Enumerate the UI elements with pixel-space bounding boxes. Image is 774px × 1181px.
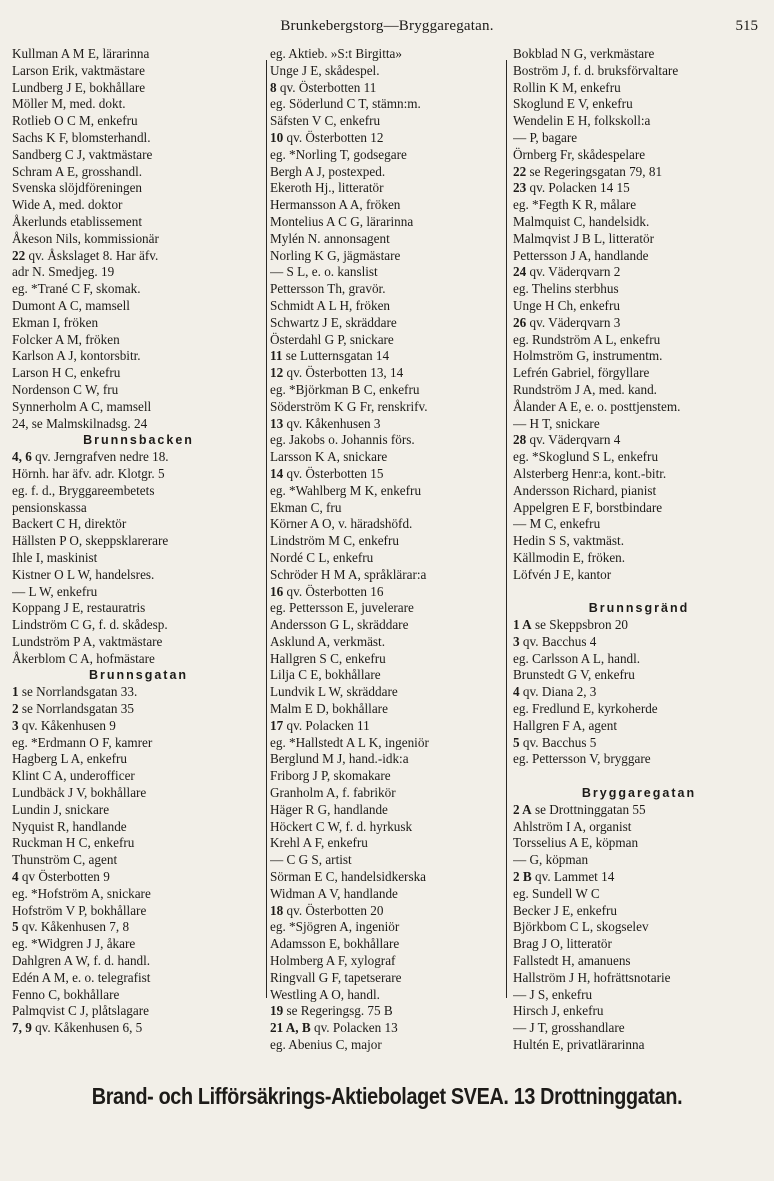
directory-entry: Åkeson Nils, kommissionär xyxy=(12,230,159,246)
directory-entry: — S L, e. o. kanslist xyxy=(270,264,378,280)
directory-entry: Schmidt A L H, fröken xyxy=(270,297,391,313)
directory-entry: Hörnh. har äfv. adr. Klotgr. 5 xyxy=(12,465,165,481)
directory-entry: 22 se Regeringsgatan 79, 81 xyxy=(513,163,663,179)
directory-entry: Boström J, f. d. bruksförvaltare xyxy=(513,62,679,78)
directory-entry: 10 qv. Österbotten 12 xyxy=(270,129,384,145)
directory-entry: Skoglund E V, enkefru xyxy=(513,96,633,112)
page-header xyxy=(12,18,762,40)
directory-entry: eg. Thelins sterbhus xyxy=(513,281,619,297)
directory-entry: eg. *Fegth K R, målare xyxy=(513,197,637,213)
directory-entry: Nordé C L, enkefru xyxy=(270,549,374,565)
directory-entry: Fallstedt H, amanuens xyxy=(513,953,631,969)
directory-entry: Synnerholm A C, mamsell xyxy=(12,398,152,414)
directory-entry: Pettersson Th, gravör. xyxy=(270,281,386,297)
directory-entry: eg. *Skoglund S L, enkefru xyxy=(513,449,659,465)
directory-entry: eg. *Sjögren A, ingeniör xyxy=(270,919,400,935)
directory-entry: eg. f. d., Bryggareembetets xyxy=(12,482,155,498)
directory-entry: eg. Fredlund E, kyrkoherde xyxy=(513,701,658,717)
directory-entry: Berglund M J, hand.-idk:a xyxy=(270,751,409,767)
directory-entry: Unge H Ch, enkefru xyxy=(513,297,620,313)
directory-entry: Backert C H, direktör xyxy=(12,516,127,532)
directory-entry: eg. *Hofström A, snickare xyxy=(12,885,151,901)
directory-entry: Rollin K M, enkefru xyxy=(513,79,621,95)
directory-entry: Andersson G L, skräddare xyxy=(270,617,409,633)
directory-entry: eg. *Erdmann O F, kamrer xyxy=(12,734,153,750)
directory-entry: 4 qv. Diana 2, 3 xyxy=(513,684,597,700)
directory-entry: Wendelin E H, folkskoll:a xyxy=(513,113,651,129)
directory-entry: Friborg J P, skomakare xyxy=(270,768,391,784)
directory-entry: — M C, enkefru xyxy=(513,516,601,532)
section-heading: Brunnsgatan xyxy=(88,668,189,683)
directory-entry: Bokblad N G, verkmästare xyxy=(513,46,655,61)
directory-entry: 2 se Norrlandsgatan 35 xyxy=(12,701,134,717)
directory-entry: Lundvik L W, skräddare xyxy=(270,684,398,700)
directory-entry: — P, bagare xyxy=(513,129,578,145)
directory-entry: Källmodin E, fröken. xyxy=(513,549,626,565)
directory-entry: 5 qv. Kåkenhusen 7, 8 xyxy=(12,919,130,935)
directory-entry: eg. Aktieb. »S:t Birgitta» xyxy=(270,46,402,61)
directory-entry: Häger R G, handlande xyxy=(270,801,388,817)
directory-entry: Hultén E, privatlärarinna xyxy=(513,1037,645,1053)
directory-entry: Torsselius A E, köpman xyxy=(513,835,639,851)
directory-entry: 24 qv. Väderqvarn 2 xyxy=(513,264,621,280)
directory-entry: Ihle I, maskinist xyxy=(12,549,98,565)
directory-entry: 17 qv. Polacken 11 xyxy=(270,717,370,733)
directory-entry: Lindström M C, enkefru xyxy=(270,533,399,549)
directory-entry: Alsterberg Henr:a, kont.-bitr. xyxy=(513,465,667,481)
page-number: 515 xyxy=(735,18,758,34)
directory-entry: Lundberg J E, bokhållare xyxy=(12,79,146,95)
directory-entry: Folcker A M, fröken xyxy=(12,331,120,347)
directory-entry: Klint C A, underofficer xyxy=(12,768,135,784)
directory-entry: 18 qv. Österbotten 20 xyxy=(270,902,384,918)
directory-entry: Pettersson J A, handlande xyxy=(513,247,649,263)
directory-entry: Unge J E, skådespel. xyxy=(270,62,380,78)
directory-entry: Bergh A J, postexped. xyxy=(270,163,386,179)
directory-entry: Palmqvist C J, plåtslagare xyxy=(12,1003,149,1019)
directory-entry: eg. *Trané C F, skomak. xyxy=(12,281,141,297)
directory-entry: Åkerblom C A, hofmästare xyxy=(12,650,155,666)
directory-entry: Appelgren E F, borstbindare xyxy=(513,499,663,515)
directory-entry: Sachs K F, blomsterhandl. xyxy=(12,129,151,145)
directory-entry: eg. *Widgren J J, åkare xyxy=(12,936,136,952)
directory-entry: Hermansson A A, fröken xyxy=(270,197,401,213)
directory-entry: 22 qv. Åskslaget 8. Har äfv. xyxy=(12,247,159,263)
directory-entry: Norling K G, jägmästare xyxy=(270,247,401,263)
directory-entry: Kistner O L W, handelsres. xyxy=(12,566,155,582)
directory-entry: Hagberg L A, enkefru xyxy=(12,751,127,767)
directory-entry: Holmberg A F, xylograf xyxy=(270,953,396,969)
directory-entry: eg. *Hallstedt A L K, ingeniör xyxy=(270,734,429,750)
directory-entry: — H T, snickare xyxy=(513,415,600,431)
directory-entry xyxy=(513,768,765,785)
directory-entry: eg. Pettersson V, bryggare xyxy=(513,751,651,767)
directory-entry: Dahlgren A W, f. d. handl. xyxy=(12,953,151,969)
directory-entry: 14 qv. Österbotten 15 xyxy=(270,465,384,481)
directory-entry: Koppang J E, restauratris xyxy=(12,600,146,616)
directory-entry: Adamsson E, bokhållare xyxy=(270,936,400,952)
directory-entry: 23 qv. Polacken 14 15 xyxy=(513,180,630,196)
directory-entry: Lundin J, snickare xyxy=(12,801,110,817)
directory-entry: Sandberg C J, vaktmästare xyxy=(12,146,153,162)
directory-column-3 xyxy=(513,46,765,1054)
directory-entry: Kullman A M E, lärarinna xyxy=(12,46,150,61)
directory-entry: 4, 6 qv. Jerngrafven nedre 18. xyxy=(12,449,169,465)
directory-column-1 xyxy=(12,46,265,1037)
directory-entry: 3 qv. Bacchus 4 xyxy=(513,633,597,649)
directory-entry: Örnberg Fr, skådespelare xyxy=(513,146,646,162)
directory-entry: Dumont A C, mamsell xyxy=(12,297,130,313)
directory-entry: Schwartz J E, skräddare xyxy=(270,314,397,330)
directory-entry: Becker J E, enkefru xyxy=(513,902,617,918)
directory-entry: 3 qv. Kåkenhusen 9 xyxy=(12,717,116,733)
directory-entry: Söderström K G Fr, renskrifv. xyxy=(270,398,428,414)
directory-entry: Lilja C E, bokhållare xyxy=(270,667,381,683)
directory-entry: 12 qv. Österbotten 13, 14 xyxy=(270,365,404,381)
directory-entry: Schram A E, grosshandl. xyxy=(12,163,143,179)
directory-entry: 16 qv. Österbotten 16 xyxy=(270,583,384,599)
directory-entry: Brag J O, litteratör xyxy=(513,936,612,952)
directory-entry: eg. Rundström A L, enkefru xyxy=(513,331,661,347)
directory-entry: pensionskassa xyxy=(12,499,87,515)
directory-entry: eg. Carlsson A L, handl. xyxy=(513,650,641,666)
section-heading: Brunnsgränd xyxy=(588,601,690,616)
directory-entry: 26 qv. Väderqvarn 3 xyxy=(513,314,621,330)
directory-entry: — G, köpman xyxy=(513,852,589,868)
directory-entry: Österdahl G P, snickare xyxy=(270,331,394,347)
directory-entry: Lundström P A, vaktmästare xyxy=(12,633,163,649)
directory-entry: 13 qv. Kåkenhusen 3 xyxy=(270,415,381,431)
directory-entry: Ekman I, fröken xyxy=(12,314,99,330)
directory-entry: eg. Jakobs o. Johannis förs. xyxy=(270,432,415,448)
directory-entry: 19 se Regeringsg. 75 B xyxy=(270,1003,393,1019)
directory-entry: 11 se Lutternsgatan 14 xyxy=(270,348,390,364)
directory-entry: Löfvén J E, kantor xyxy=(513,566,612,582)
directory-entry: Hallström J H, hofrättsnotarie xyxy=(513,969,671,985)
directory-entry: Säfsten V C, enkefru xyxy=(270,113,381,129)
directory-entry: 8 qv. Österbotten 11 xyxy=(270,79,377,95)
section-heading: Brunnsbacken xyxy=(83,433,194,448)
directory-entry: Ruckman H C, enkefru xyxy=(12,835,135,851)
directory-entry: 1 A se Skeppsbron 20 xyxy=(513,617,629,633)
directory-entry: Ålander A E, e. o. posttjenstem. xyxy=(513,398,681,414)
directory-entry: Wide A, med. doktor xyxy=(12,197,123,213)
directory-entry: Höckert C W, f. d. hyrkusk xyxy=(270,818,413,834)
directory-entry: — J T, grosshandlare xyxy=(513,1020,625,1036)
directory-entry: Schröder H M A, språklärar:a xyxy=(270,566,427,582)
directory-entry: Larsson K A, snickare xyxy=(270,449,388,465)
directory-entry: Lefrén Gabriel, förgyllare xyxy=(513,365,650,381)
directory-entry: Holmström G, instrumentm. xyxy=(513,348,663,364)
directory-entry: Asklund A, verkmäst. xyxy=(270,633,386,649)
directory-entry: Montelius A C G, lärarinna xyxy=(270,213,414,229)
directory-entry: Körner A O, v. häradshöfd. xyxy=(270,516,413,532)
directory-entry: Svenska slöjdföreningen xyxy=(12,180,143,196)
directory-column-2 xyxy=(270,46,510,1054)
directory-entry: Hallgren F A, agent xyxy=(513,717,618,733)
directory-entry: Hirsch J, enkefru xyxy=(513,1003,604,1019)
directory-entry: Andersson Richard, pianist xyxy=(513,482,657,498)
directory-entry: eg. Sundell W C xyxy=(513,885,600,901)
directory-entry: Karlson A J, kontorsbitr. xyxy=(12,348,141,364)
directory-entry xyxy=(513,584,765,601)
directory-entry: 2 B qv. Lammet 14 xyxy=(513,869,615,885)
directory-entry: Widman A V, handlande xyxy=(270,885,398,901)
directory-entry: — J S, enkefru xyxy=(513,986,593,1002)
directory-entry: adr N. Smedjeg. 19 xyxy=(12,264,115,280)
directory-entry: Möller M, med. dokt. xyxy=(12,96,126,112)
directory-entry: 2 A se Drottninggatan 55 xyxy=(513,801,646,817)
section-heading: Bryggaregatan xyxy=(581,786,697,801)
directory-entry: Malm E D, bokhållare xyxy=(270,701,388,717)
directory-entry: Krehl A F, enkefru xyxy=(270,835,368,851)
directory-entry: Nyquist R, handlande xyxy=(12,818,127,834)
directory-entry: Hedin S S, vaktmäst. xyxy=(513,533,624,549)
directory-entry: eg. *Norling T, godsegare xyxy=(270,146,407,162)
directory-entry: Hofström V P, bokhållare xyxy=(12,902,147,918)
directory-entry: 7, 9 qv. Kåkenhusen 6, 5 xyxy=(12,1020,143,1036)
directory-entry: Ekman C, fru xyxy=(270,499,342,515)
directory-entry: 4 qv Österbotten 9 xyxy=(12,869,110,885)
directory-entry: Hällsten P O, skeppsklarerare xyxy=(12,533,169,549)
directory-entry: Björkbom C L, skogselev xyxy=(513,919,649,935)
directory-entry: eg. *Björkman B C, enkefru xyxy=(270,381,420,397)
directory-entry: Mylén N. annonsagent xyxy=(270,230,390,246)
directory-entry: Larson H C, enkefru xyxy=(12,365,121,381)
running-title: Brunkebergstorg—Bryggaregatan. xyxy=(280,18,494,34)
directory-entry: Brunstedt G V, enkefru xyxy=(513,667,635,683)
directory-entry: Westling A O, handl. xyxy=(270,986,380,1002)
directory-entry: Hallgren S C, enkefru xyxy=(270,650,386,666)
directory-entry: 21 A, B qv. Polacken 13 xyxy=(270,1020,398,1036)
directory-entry: Sörman E C, handelsidkerska xyxy=(270,869,427,885)
directory-entry: Åkerlunds etablissement xyxy=(12,213,143,229)
directory-entry: Nordenson C W, fru xyxy=(12,381,119,397)
directory-entry: eg. Pettersson E, juvelerare xyxy=(270,600,414,616)
directory-entry: Ringvall G F, tapetserare xyxy=(270,969,402,985)
directory-entry: 28 qv. Väderqvarn 4 xyxy=(513,432,621,448)
directory-entry: Rotlieb O C M, enkefru xyxy=(12,113,138,129)
directory-entry: Fenno C, bokhållare xyxy=(12,986,120,1002)
directory-entry: eg. *Wahlberg M K, enkefru xyxy=(270,482,422,498)
directory-entry: Thunström C, agent xyxy=(12,852,118,868)
directory-entry: Malmquist C, handelsidk. xyxy=(513,213,650,229)
directory-entry: Lundbäck J V, bokhållare xyxy=(12,785,147,801)
directory-entry: Larson Erik, vaktmästare xyxy=(12,62,145,78)
directory-entry: eg. Söderlund C T, stämn:m. xyxy=(270,96,421,112)
directory-entry: 1 se Norrlandsgatan 33. xyxy=(12,684,138,700)
footer-advertisement: Brand- och Lifförsäkrings-Aktiebolaget SVEA. 13 Drottninggatan. xyxy=(91,1083,683,1109)
directory-entry: 5 qv. Bacchus 5 xyxy=(513,734,597,750)
directory-entry: Edén A M, e. o. telegrafist xyxy=(12,969,151,985)
directory-entry: — C G S, artist xyxy=(270,852,352,868)
directory-entry: Granholm A, f. fabrikör xyxy=(270,785,396,801)
directory-entry: Ekeroth Hj., litteratör xyxy=(270,180,384,196)
directory-entry: Lindström C G, f. d. skådesp. xyxy=(12,617,168,633)
directory-columns xyxy=(12,46,764,1056)
directory-entry: Ahlström I A, organist xyxy=(513,818,632,834)
directory-entry: Rundström J A, med. kand. xyxy=(513,381,657,397)
directory-entry: eg. Abenius C, major xyxy=(270,1037,382,1053)
directory-entry: Malmqvist J B L, litteratör xyxy=(513,230,655,246)
directory-entry: — L W, enkefru xyxy=(12,583,98,599)
directory-entry: 24, se Malmskilnadsg. 24 xyxy=(12,415,148,431)
